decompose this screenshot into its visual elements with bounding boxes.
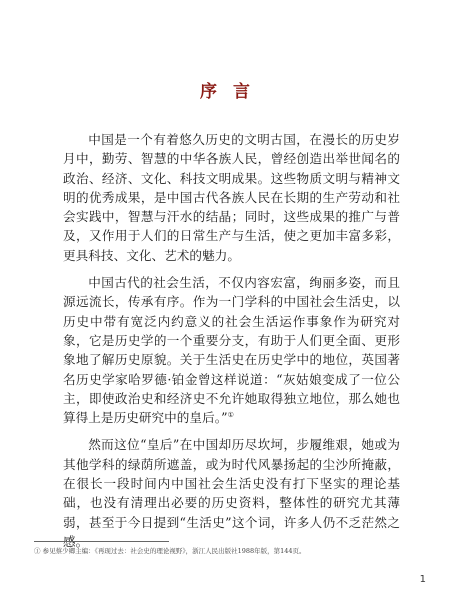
paragraph-2-text: 中国古代的社会生活，不仅内容宏富，绚丽多姿，而且源远流长，传承有序。作为一门学科的中国社会生活史，以历史中带有宽泛内约意义的社会生活运作事象作为研究对象，它是历史学的一个重要分支，有助于人们更全面、更形象地了解历史原貌。关于生活史在历史学中的地位，英国著名历史学家哈罗德·铂金曾这样说道：“灰姑娘变成了一位公主，即使政治史和经济史不允许她取得独立地位，那么她也算得上是历史研究中的皇后。” <box>63 275 400 426</box>
footnote-reference-mark: ① <box>227 410 234 419</box>
paragraph-3 <box>63 435 400 551</box>
paragraph-2 <box>63 273 400 427</box>
page-title: 序言 <box>200 82 266 102</box>
footnote: ① 参见蔡少卿主编：《再现过去：社会史的理论视野》，浙江人民出版社1988年版，第144页。 <box>34 547 306 555</box>
body-text <box>63 130 400 559</box>
paragraph-3-text: 然而这位“皇后”在中国却历尽坎坷，步履维艰，她或为其他学科的绿荫所遮盖，或为时代风暴扬起的尘沙所掩蔽，在很长一段时间内中国社会生活史没有打下坚实的理论基础，也没有清理出必要的历史资料，整体性的研究尤其薄弱，甚至于今日提到“生活史”这个词，许多人仍不乏茫然之感。 <box>63 437 400 549</box>
paragraph-1-text: 中国是一个有着悠久历史的文明古国，在漫长的历史岁月中，勤劳、智慧的中华各族人民，曾经创造出举世闻名的政治、经济、文化、科技文明成果。这些物质文明与精神文明的优秀成果，是中国古代各族人民在长期的生产劳动和社会实践中，智慧与汗水的结晶；同时，这些成果的推广与普及，又作用于人们的日常生产与生活，使之更加丰富多彩，更具科技、文化、艺术的魅力。 <box>63 132 400 263</box>
paragraph-1 <box>63 130 400 265</box>
page-number: 1 <box>419 574 426 585</box>
footnote-divider <box>34 541 169 542</box>
